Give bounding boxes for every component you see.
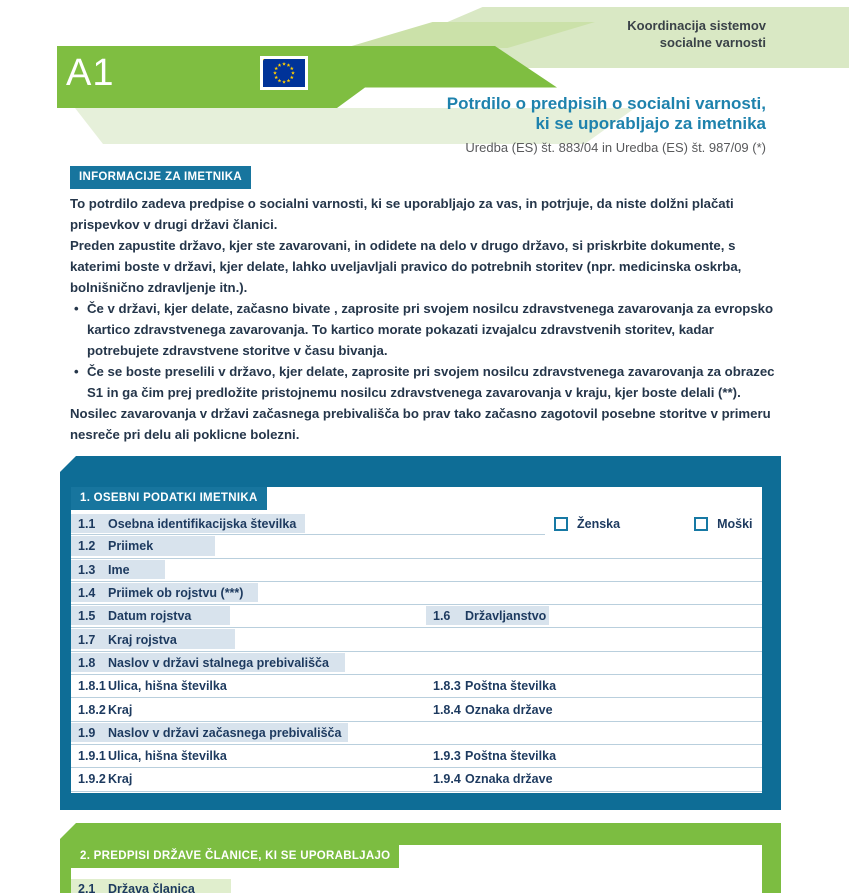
field-label: Kraj rojstva (108, 632, 177, 647)
field-number: 1.3 (78, 562, 96, 577)
program-name (627, 17, 766, 51)
input-field[interactable] (130, 559, 762, 581)
info-section-badge: INFORMACIJE ZA IMETNIKA (70, 166, 251, 189)
field-label: Oznaka države (465, 702, 553, 717)
input-field[interactable] (546, 605, 762, 627)
intro-paragraph: To potrdilo zadeva predpise o socialni varnosti, ki se uporabljajo za vas, in potrjuje, da niste dolžni plačati prispevkov v drugi državi članici. (70, 196, 734, 232)
field-label: Ulica, hišna številka (108, 749, 227, 764)
field-label: Naslov v državi stalnega prebivališča (108, 655, 329, 670)
field-label: Država članica (108, 882, 195, 893)
female-checkbox[interactable] (554, 517, 568, 531)
input-field[interactable] (553, 768, 762, 790)
intro-paragraph: Nosilec zavarovanja v državi začasnega prebivališča bo prav tako začasno zagotovil posebne storitve v primeru nesreče pri delu ali poklicne bolezni. (70, 406, 771, 442)
field-number: 1.9.2 (78, 772, 106, 787)
female-checkbox-label: Ženska (577, 517, 621, 532)
intro-bullet: • Če v državi, kjer delate, začasno bivate , zaprosite pri svojem nosilcu zdravstvenega zavarovanja za evropsko kartico zdravstvenega zavarovanja. To kartico morate pokazati izvajalcu zdravstvenih storitev, kadar potrebujete zdravstvene storitve v času bivanja. (70, 298, 782, 361)
section2-title: 2. PREDPISI DRŽAVE ČLANICE, KI SE UPORABLJAJO (71, 845, 399, 868)
field-row-1-9-1 (71, 745, 762, 768)
section1-panel (71, 487, 762, 793)
field-label: Kraj (108, 702, 133, 717)
section1-title: 1. OSEBNI PODATKI IMETNIKA (71, 487, 267, 510)
field-number: 1.5 (78, 609, 96, 624)
field-row-1-8 (71, 652, 762, 675)
field-label: Kraj (108, 772, 133, 787)
field-row-1-2 (71, 535, 762, 558)
section2-panel (71, 845, 762, 893)
intro-text (70, 193, 782, 445)
field-row-2-1 (71, 878, 762, 893)
field-number: 1.4 (78, 586, 96, 601)
input-field[interactable] (132, 698, 426, 720)
input-field[interactable] (191, 605, 426, 627)
field-label: Poštna številka (465, 679, 557, 694)
male-checkbox[interactable] (694, 517, 708, 531)
input-field[interactable] (195, 878, 762, 893)
section1-rows (71, 513, 762, 792)
field-row-1-1 (71, 513, 762, 535)
document-title-line1: Potrdilo o predpisih o socialni varnosti, (446, 94, 766, 113)
input-field[interactable] (227, 675, 426, 697)
field-label: Datum rojstva (108, 609, 192, 624)
field-number: 1.9.4 (433, 772, 461, 787)
field-label: Ime (108, 562, 130, 577)
input-field[interactable] (556, 745, 762, 767)
field-number: 1.7 (78, 632, 96, 647)
input-field[interactable] (153, 535, 762, 557)
input-field[interactable] (556, 675, 762, 697)
program-name-line1: Koordinacija sistemov (627, 18, 766, 33)
field-row-1-4 (71, 582, 762, 605)
field-label: Poštna številka (465, 749, 557, 764)
input-field[interactable] (132, 768, 426, 790)
eu-flag-icon (260, 56, 308, 90)
field-label: Državljanstvo (465, 609, 547, 624)
field-label: Priimek (108, 539, 154, 554)
document-title (447, 94, 766, 134)
intro-bullet-list (70, 298, 782, 403)
document-title-line2: ki se uporabljajo za imetnika (535, 114, 766, 133)
field-number: 1.2 (78, 539, 96, 554)
field-number: 1.1 (78, 517, 96, 532)
program-name-line2: socialne varnosti (659, 35, 766, 50)
field-number: 1.8.1 (78, 679, 106, 694)
document-subtitle: Uredba (ES) št. 883/04 in Uredba (ES) št. 987/09 (*) (465, 140, 766, 155)
field-number: 1.9 (78, 725, 96, 740)
field-label: Oznaka države (465, 772, 553, 787)
field-number: 1.8 (78, 655, 96, 670)
field-row-1-8-1 (71, 675, 762, 698)
field-row-1-9-2 (71, 768, 762, 791)
field-label: Naslov v državi začasnega prebivališča (108, 725, 342, 740)
field-row-1-8-2 (71, 698, 762, 721)
field-row-1-7 (71, 628, 762, 651)
field-label: Osebna identifikacijska številka (108, 517, 297, 532)
field-number: 1.8.3 (433, 679, 461, 694)
input-field[interactable] (329, 652, 762, 674)
intro-paragraph: Preden zapustite državo, kjer ste zavarovani, in odidete na delo v drugo državo, si priskrbite dokumente, s katerimi boste v državi, kjer delate, lahko uveljavljali pravico do potrebnih storitev (npr. medicinska oskrba, bolnišnično zdravljenje itn.). (70, 238, 742, 295)
intro-bullet: • Če se boste preselili v državo, kjer delate, zaprosite pri svojem nosilcu zdravstvenega zavarovanja za obrazec S1 in ga čim prej predložite pristojnemu nosilcu zdravstvenega zavarovanja v kraju, kjer boste delali (**). (70, 361, 782, 403)
field-number: 1.8.2 (78, 702, 106, 717)
field-label: Priimek ob rojstvu (***) (108, 586, 244, 601)
field-number: 2.1 (78, 882, 96, 893)
field-row-1-3 (71, 559, 762, 582)
field-number: 1.9.1 (78, 749, 106, 764)
field-number: 1.6 (433, 609, 451, 624)
input-field[interactable] (227, 745, 426, 767)
field-number: 1.9.3 (433, 749, 461, 764)
male-checkbox-label: Moški (717, 517, 753, 532)
form-code: A1 (66, 52, 115, 94)
input-field[interactable] (341, 722, 762, 744)
input-field[interactable] (553, 698, 762, 720)
input-field[interactable] (243, 582, 762, 604)
field-row-1-9 (71, 722, 762, 745)
field-number: 1.8.4 (433, 702, 461, 717)
field-label: Ulica, hišna številka (108, 679, 227, 694)
field-row-1-5 (71, 605, 762, 628)
input-field[interactable] (177, 628, 762, 650)
